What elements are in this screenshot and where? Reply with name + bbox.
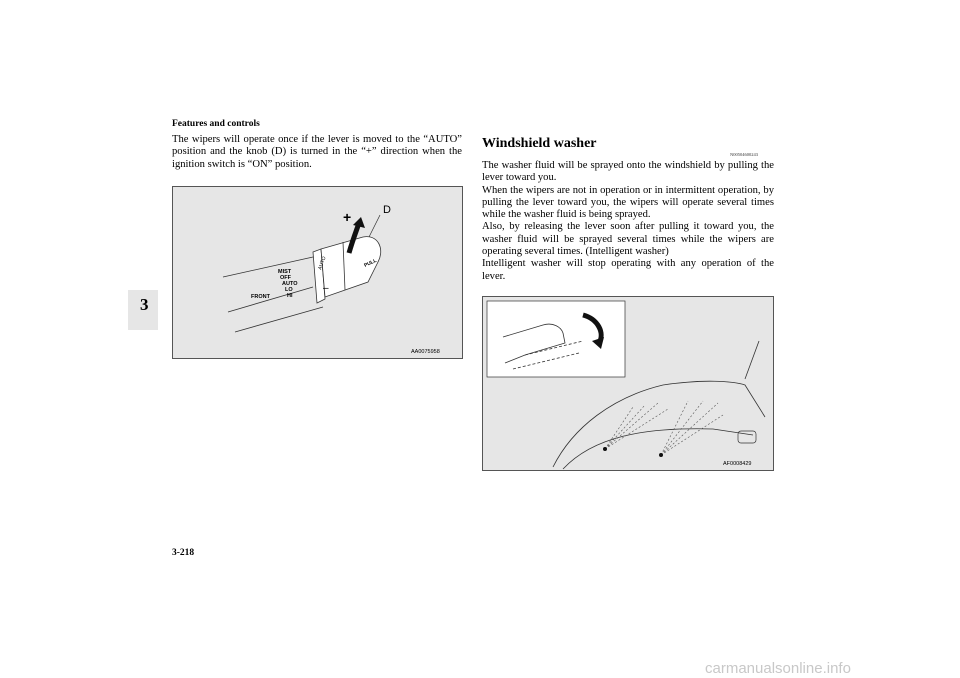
figure-code: AF0008429: [723, 461, 752, 467]
front-label: FRONT: [251, 294, 270, 300]
pull-label: PULL: [363, 257, 378, 269]
lo-label: LO: [285, 287, 293, 293]
callout-d: D: [383, 204, 391, 216]
section-code: N00504600243: [730, 152, 758, 157]
washer-paragraph-3: Also, by releasing the lever soon after pulling it toward you, the washer fluid will be sprayed several times while the wipers are operating several times. (Intelligent washer): [482, 221, 774, 258]
minus-sign: –: [323, 283, 329, 294]
wiper-auto-paragraph: The wipers will operate once if the lever is moved to the “AUTO” position and the knob (D) is turned in the “+” direction when the ignition switch is “ON” position.: [172, 134, 462, 170]
hi-label: HI: [287, 293, 293, 299]
figure-code: AA0075958: [411, 349, 440, 355]
wiper-lever-illustration: [173, 187, 462, 358]
auto-knob-label: AUTO: [317, 255, 328, 271]
washer-paragraph-1: The washer fluid will be sprayed onto the windshield by pulling the lever toward you.: [482, 160, 774, 184]
washer-spray-figure: [482, 296, 774, 471]
washer-description: [482, 160, 774, 283]
watermark: carmanualsonline.info: [705, 660, 851, 677]
washer-spray-illustration: [483, 297, 773, 470]
washer-paragraph-4: Intelligent washer will stop operating with any operation of the lever.: [482, 258, 774, 282]
washer-paragraph-2: When the wipers are not in operation or in intermittent operation, by pulling the lever toward you, the wipers will operate several times while the washer fluid is being sprayed.: [482, 184, 774, 221]
off-label: OFF: [280, 275, 291, 281]
auto-label: AUTO: [282, 281, 298, 287]
wiper-lever-figure: [172, 186, 463, 359]
section-heading: Windshield washer: [482, 136, 597, 151]
mist-label: MIST: [278, 269, 292, 275]
plus-sign: +: [343, 209, 352, 225]
chapter-number: 3: [140, 295, 149, 314]
page-number: 3-218: [172, 548, 195, 558]
section-title: Features and controls: [172, 119, 260, 129]
